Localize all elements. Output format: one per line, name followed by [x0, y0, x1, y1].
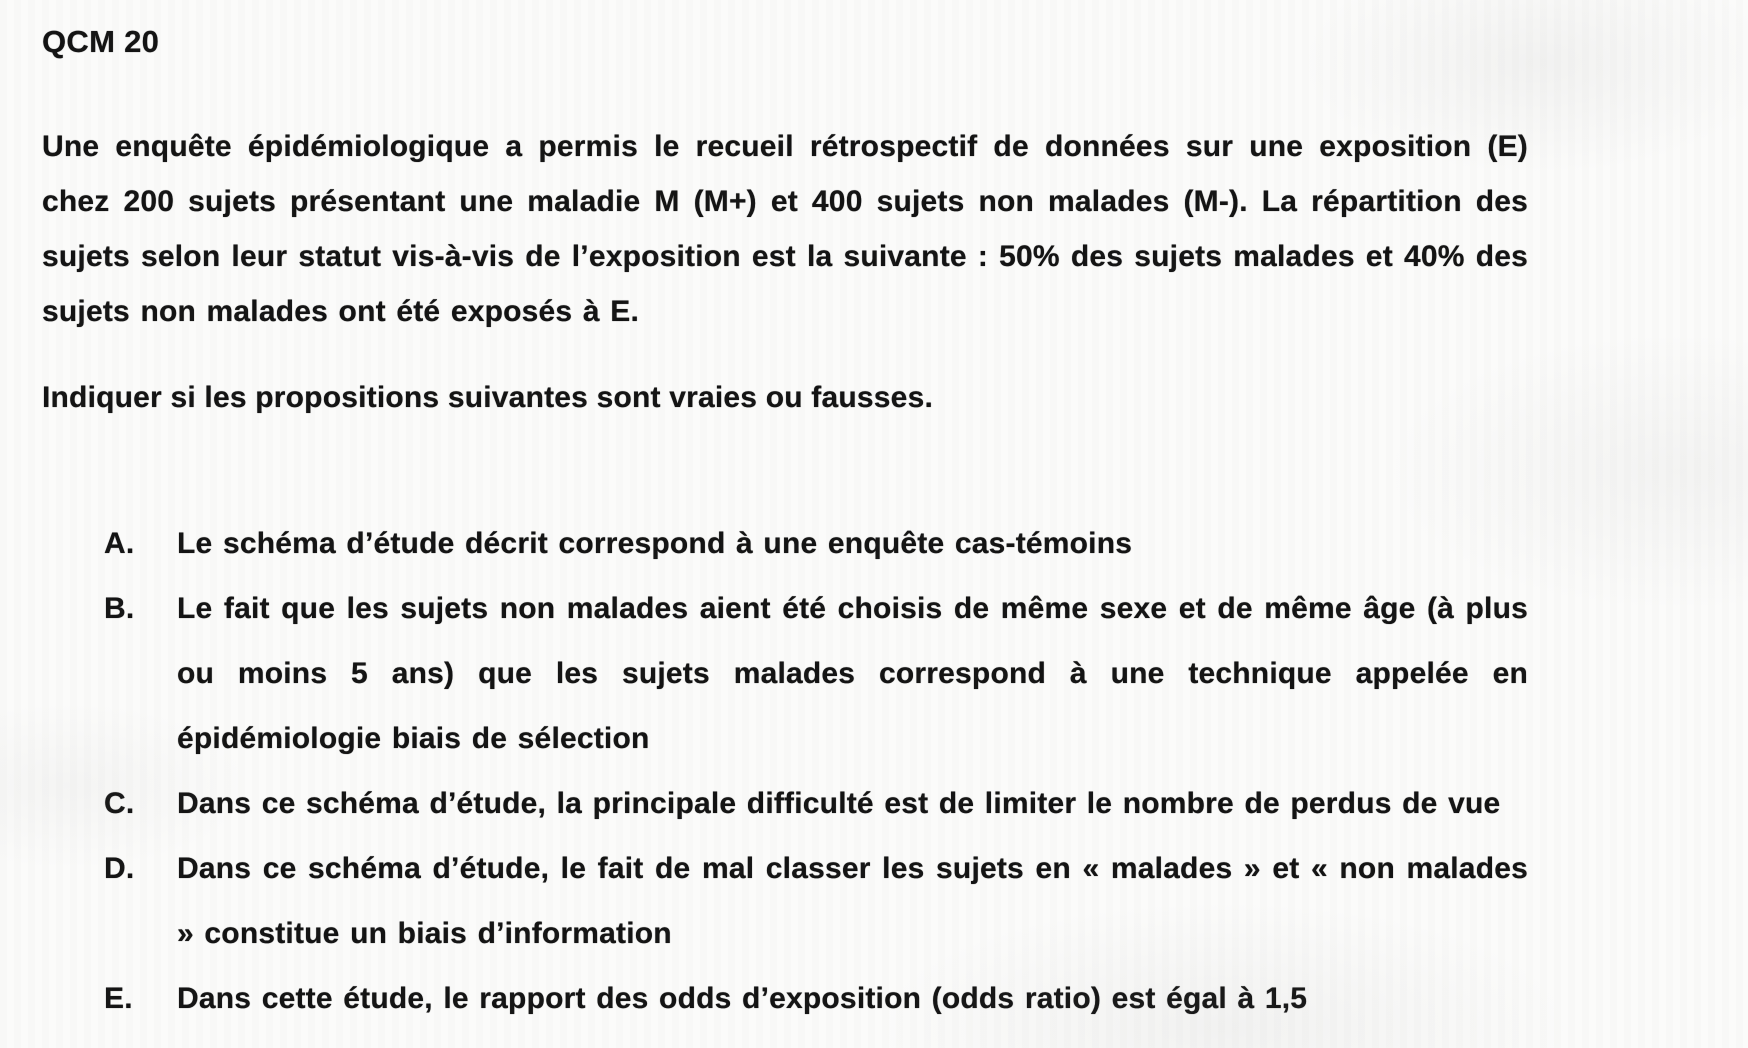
question-statement-paragraph: Une enquête épidémiologique a permis le recueil rétrospectif de données sur une exposition (E) chez 200 sujets présentant une maladie M (M+) et 400 sujets non malades (M-). La répartition des sujets selon leur statut vis-à-vis de l’exposition est la suivante : 50% des sujets malades et 40% des sujets non malades ont été exposés à E. — [42, 130, 1528, 328]
instruction-line: Indiquer si les propositions suivantes sont vraies ou fausses. — [42, 381, 933, 414]
proposition-e — [104, 966, 1528, 1031]
proposition-c-letter: C. — [104, 787, 135, 820]
proposition-e-letter: E. — [104, 982, 133, 1015]
proposition-a — [104, 511, 1528, 576]
proposition-b-text: Le fait que les sujets non malades aient été choisis de même sexe et de même âge (à plus ou moins 5 ans) que les sujets malades correspond à une technique appelée en épidémiologie biais de sélection — [177, 592, 1528, 755]
proposition-b-letter: B. — [104, 592, 135, 625]
proposition-c — [104, 771, 1528, 836]
proposition-b — [104, 576, 1528, 771]
propositions-list — [42, 511, 1528, 1031]
proposition-d-letter: D. — [104, 852, 135, 885]
proposition-d-text: Dans ce schéma d’étude, le fait de mal classer les sujets en « malades » et « non malades » constitue un biais d’information — [177, 852, 1528, 950]
proposition-d — [104, 836, 1528, 966]
proposition-e-text: Dans cette étude, le rapport des odds d’exposition (odds ratio) est égal à 1,5 — [177, 982, 1308, 1015]
proposition-c-text: Dans ce schéma d’étude, la principale difficulté est de limiter le nombre de perdus de vue — [177, 787, 1501, 820]
question-number-heading: QCM 20 — [42, 24, 160, 59]
proposition-a-letter: A. — [104, 527, 135, 560]
proposition-a-text: Le schéma d’étude décrit correspond à une enquête cas-témoins — [177, 527, 1133, 560]
